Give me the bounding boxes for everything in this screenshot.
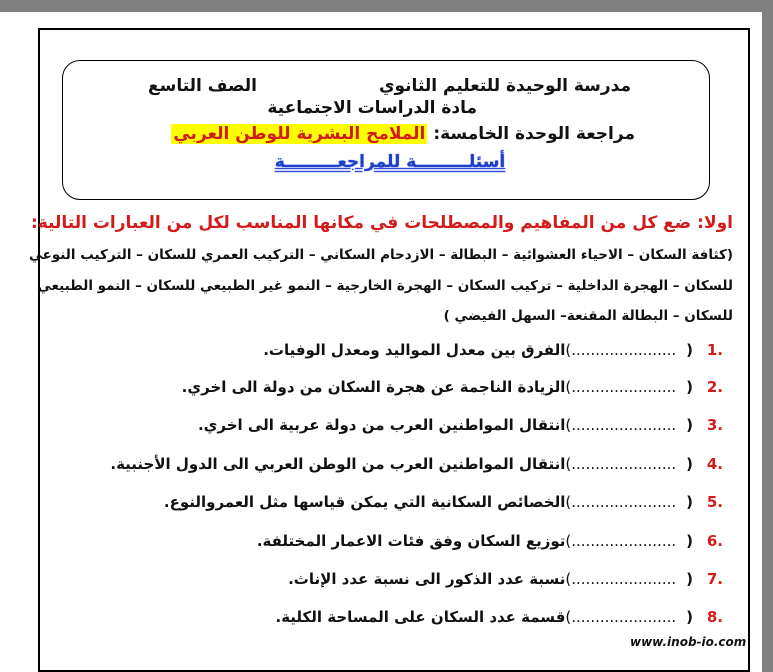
- question-row: [198, 413, 723, 437]
- terms-line-3: للسكان – البطالة المقنعة– السهل الفيضي ): [443, 308, 733, 324]
- question-text: قسمة عدد السكان على المساحة الكلية.: [275, 608, 566, 626]
- question-text: الخصائص السكانية التي يمكن قياسها مثل العمروالنوع.: [163, 493, 566, 511]
- answer-open-paren: (: [686, 416, 693, 434]
- answer-blank[interactable]: ......................): [565, 455, 677, 473]
- question-row: [164, 490, 723, 514]
- question-text: الزيادة الناجمة عن هجرة السكان من دولة الى اخري.: [181, 378, 566, 396]
- answer-blank[interactable]: ......................): [565, 416, 677, 434]
- answer-open-paren: (: [686, 378, 693, 396]
- unit-title: [171, 124, 635, 144]
- question-text: انتقال المواطنين العرب من الوطن العربي الى الدول الأجنبية.: [110, 455, 566, 473]
- question-number: .2: [706, 378, 723, 396]
- question-row: [263, 338, 723, 362]
- question-number: .7: [706, 570, 723, 588]
- answer-open-paren: (: [686, 532, 693, 550]
- section-title: اولا: ضع كل من المفاهيم والمصطلحات في مكانها المناسب لكل من العبارات التالية:: [30, 213, 733, 233]
- terms-line-2: للسكان – الهجرة الداخلية – تركيب السكان – الهجرة الخارجية – النمو غير الطبيعي للسكان – النمو الطبيعي: [37, 278, 733, 294]
- subject-label: مادة الدراسات الاجتماعية: [267, 98, 477, 118]
- question-text: انتقال المواطنين العرب من دولة عربية الى اخري.: [197, 416, 566, 434]
- answer-open-paren: (: [686, 455, 693, 473]
- question-text: توزيع السكان وفق فئات الاعمار المختلفة.: [256, 532, 566, 550]
- review-title: أسئلـــــــــة للمراجعـــــــــة: [274, 152, 506, 172]
- answer-blank[interactable]: ......................): [565, 532, 677, 550]
- footer-url: www.inob-io.com: [630, 635, 747, 649]
- grade-label: الصف التاسع: [148, 76, 257, 96]
- answer-open-paren: (: [686, 493, 693, 511]
- terms-line-1: (كثافة السكان – الاحياء العشوائية – البطالة – الازدحام السكاني – التركيب العمري للسكان – التركيب النوعي: [28, 247, 733, 263]
- question-row: [182, 375, 723, 399]
- question-number: .6: [706, 532, 723, 550]
- question-row: [276, 605, 723, 629]
- question-number: .5: [706, 493, 723, 511]
- question-text: نسبة عدد الذكور الى نسبة عدد الإناث.: [288, 570, 566, 588]
- answer-open-paren: (: [686, 570, 693, 588]
- question-number: .4: [706, 455, 723, 473]
- answer-open-paren: (: [686, 608, 693, 626]
- answer-blank[interactable]: ......................): [565, 341, 677, 359]
- school-name: مدرسة الوحيدة للتعليم الثانوي: [378, 76, 631, 96]
- answer-open-paren: (: [686, 341, 693, 359]
- question-text: الفرق بين معدل المواليد ومعدل الوفيات.: [263, 341, 566, 359]
- answer-blank[interactable]: ......................): [565, 378, 677, 396]
- question-number: .3: [706, 416, 723, 434]
- question-row: [110, 452, 723, 476]
- question-row: [257, 529, 723, 553]
- question-row: [288, 567, 723, 591]
- answer-blank[interactable]: ......................): [565, 493, 677, 511]
- answer-blank[interactable]: ......................): [565, 570, 677, 588]
- question-number: .8: [706, 608, 723, 626]
- unit-prefix: مراجعة الوحدة الخامسة:: [433, 124, 635, 144]
- unit-highlight: الملامح البشرية للوطن العربي: [173, 124, 426, 144]
- question-number: .1: [706, 341, 723, 359]
- answer-blank[interactable]: ......................): [565, 608, 677, 626]
